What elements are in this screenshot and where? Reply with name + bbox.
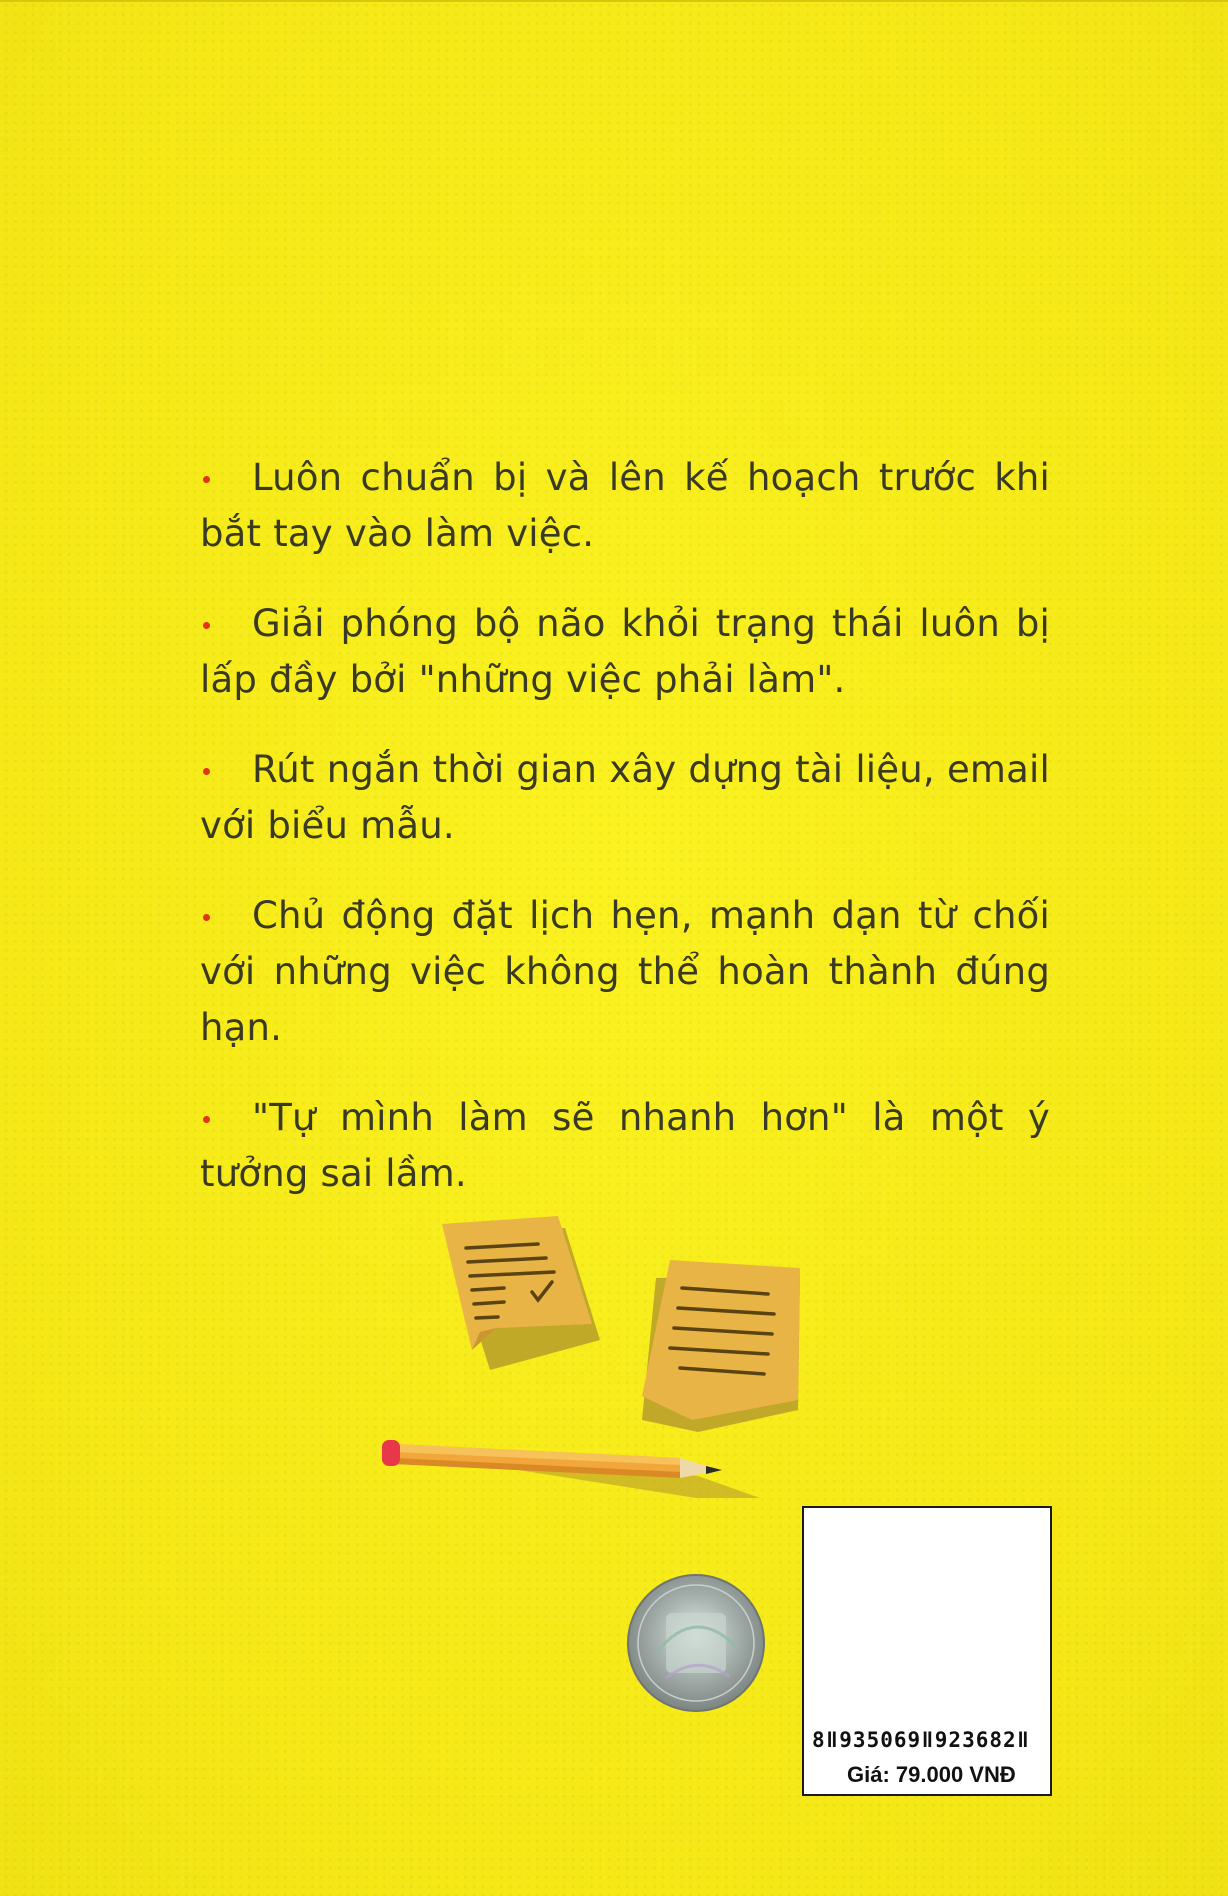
- benefit-text: Luôn chuẩn bị và lên kế hoạch trước khi bắt tay vào làm việc.: [200, 456, 1050, 555]
- benefit-item: [200, 1090, 1050, 1202]
- sticky-note-lines-icon: [642, 1260, 800, 1432]
- pencil-icon: [382, 1440, 760, 1498]
- benefit-text: "Tự mình làm sẽ nhanh hơn" là một ý tưởng sai lầm.: [200, 1096, 1050, 1195]
- barcode-label: [802, 1506, 1052, 1796]
- bullet-dot-icon: [203, 914, 210, 921]
- price-label: Giá: 79.000 VNĐ: [847, 1762, 1016, 1787]
- benefit-item: [200, 742, 1050, 854]
- hologram-sticker-icon: [626, 1573, 766, 1713]
- benefit-text: Giải phóng bộ não khỏi trạng thái luôn bị lấp đầy bởi "những việc phải làm".: [200, 602, 1050, 701]
- top-border-line: [0, 0, 1228, 2]
- bullet-dot-icon: [203, 768, 210, 775]
- notes-and-pencil-illustration: [380, 1200, 820, 1520]
- bullet-dot-icon: [203, 476, 210, 483]
- barcode-number: 8ǁ935069ǁ923682ǁ: [812, 1728, 1031, 1752]
- bullet-dot-icon: [203, 1116, 210, 1123]
- benefit-item: [200, 596, 1050, 708]
- benefit-text: Rút ngắn thời gian xây dựng tài liệu, email với biểu mẫu.: [200, 748, 1050, 847]
- benefit-list: [200, 450, 1050, 1236]
- benefit-text: Chủ động đặt lịch hẹn, mạnh dạn từ chối với những việc không thể hoàn thành đúng hạn.: [200, 894, 1050, 1049]
- bullet-dot-icon: [203, 622, 210, 629]
- sticky-note-with-checkmark-icon: [442, 1216, 600, 1370]
- benefit-item: [200, 888, 1050, 1056]
- benefit-item: [200, 450, 1050, 562]
